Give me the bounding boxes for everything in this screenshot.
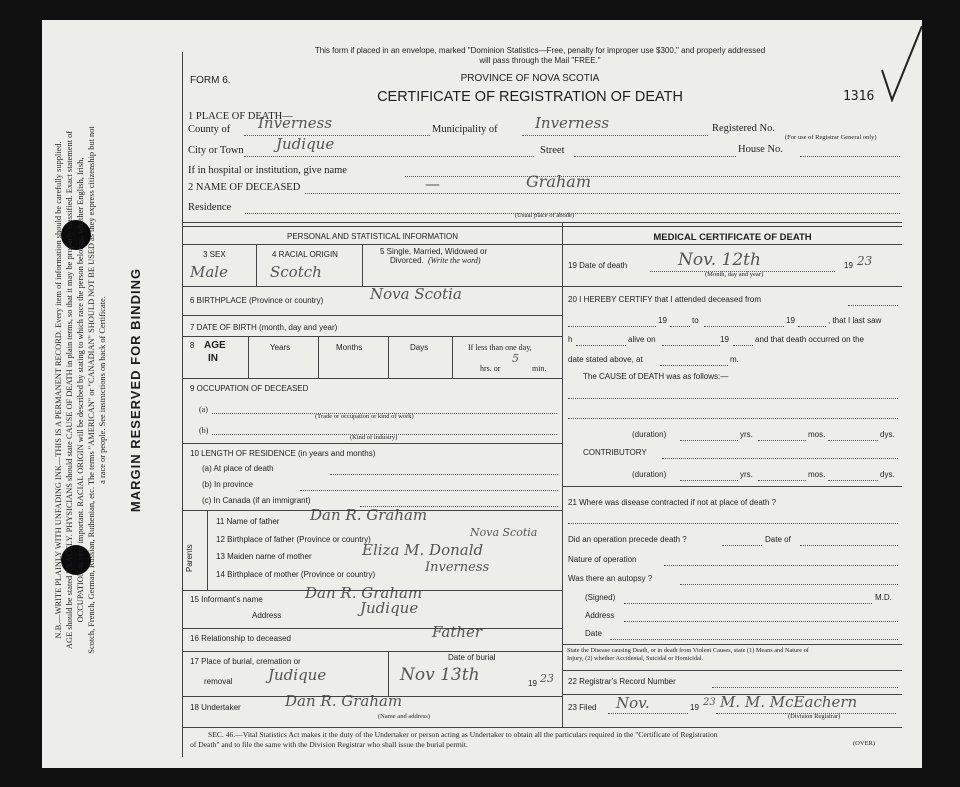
certify-line bbox=[704, 325, 784, 327]
house-line bbox=[800, 155, 900, 157]
certify-line bbox=[568, 325, 656, 327]
sex-label: 3 SEX bbox=[203, 250, 226, 259]
to-year-prefix: 19 bbox=[786, 316, 795, 325]
form-number: FORM 6. bbox=[190, 75, 231, 86]
municipality-line bbox=[522, 134, 708, 136]
certify-statement: 20 I HEREBY CERTIFY that I attended deceased from bbox=[568, 295, 761, 304]
parents-divider bbox=[207, 510, 208, 590]
row-line bbox=[562, 286, 902, 287]
cause-line bbox=[568, 417, 898, 419]
filed-year-prefix: 19 bbox=[690, 703, 699, 712]
house-no-label: House No. bbox=[738, 144, 783, 155]
instruction-line: N.B.—WRITE PLAINLY WITH UNFADING INK—THIS IS A PERMANENT RECORD. Every item of information should be carefully supplied. bbox=[54, 141, 63, 639]
instruction-line: a race or people. See instructions on back of Certificate. bbox=[98, 296, 107, 484]
footer-notice-2: of Death" and to file the same with the Division Registrar who shall issue the burial permit. bbox=[190, 740, 468, 749]
row-line bbox=[182, 315, 562, 316]
abode-note: (Usual place of abode) bbox=[515, 212, 575, 219]
dys-label: dys. bbox=[880, 430, 895, 439]
residence-canada-label: (c) In Canada (if an immigrant) bbox=[202, 496, 311, 505]
city-line bbox=[244, 155, 534, 157]
cell-divider bbox=[452, 336, 453, 378]
signed-line bbox=[624, 602, 872, 604]
hospital-line bbox=[405, 175, 900, 177]
duration-line bbox=[828, 439, 878, 441]
cell-divider bbox=[362, 244, 363, 286]
dys-label-2: dys. bbox=[880, 470, 895, 479]
medical-date-label: Date bbox=[585, 629, 602, 638]
q21-label: 21 Where was disease contracted if not at place of death ? bbox=[568, 498, 777, 507]
filed-line bbox=[608, 712, 688, 714]
parents-label: Parents bbox=[185, 544, 194, 572]
father-birthplace-value: Nova Scotia bbox=[470, 526, 538, 539]
filed-value: Nov. bbox=[616, 694, 650, 712]
date-stated-label: date stated above, at bbox=[568, 355, 643, 364]
page-title: CERTIFICATE OF REGISTRATION OF DEATH bbox=[377, 89, 683, 105]
row-line bbox=[182, 336, 562, 337]
deceased-name-dash: — bbox=[425, 175, 440, 193]
instruction-line: OCCUPATION is very important. RACIAL ORIGIN will be described by stating to which race the person belongs, whether English, Irish, bbox=[76, 157, 85, 623]
duration-label-2: (duration) bbox=[632, 470, 667, 479]
instruction-line: Scotch, French, German, Russian, Ruthenian, etc. The terms "AMERICAN" or "CANADIAN" SHOULD NOT BE USED as they express citizenship but not bbox=[87, 126, 96, 654]
violent-causes-note: State the Disease causing Death, or in death from Violent Causes, state (1) Means and Nature of bbox=[567, 647, 809, 654]
mother-birthplace-label: 14 Birthplace of mother (Province or country) bbox=[216, 570, 376, 579]
certify-line bbox=[662, 344, 720, 346]
deceased-surname: Graham bbox=[526, 172, 591, 191]
operation-date-label: Date of bbox=[765, 535, 791, 544]
place-of-death-label: 1 PLACE OF DEATH— bbox=[188, 111, 293, 122]
operation-line bbox=[664, 564, 898, 566]
medical-address-label: Address bbox=[585, 611, 615, 620]
hospital-label: If in hospital or institution, give name bbox=[188, 165, 347, 176]
row-line bbox=[182, 628, 562, 629]
duration-line bbox=[680, 479, 738, 481]
filed-year-value: 23 bbox=[703, 697, 716, 708]
alive-on-label: alive on bbox=[628, 335, 656, 344]
hrs-label: hrs. or bbox=[480, 364, 501, 373]
mail-notice: This form if placed in an envelope, marked "Dominion Statistics—Free, penalty for improper use $300," and properly addressed bbox=[314, 46, 766, 55]
date-death-label: 19 Date of death bbox=[568, 261, 628, 270]
violent-causes-note-2: Injury, (2) whether Accidental, Suicidal or Homicidal. bbox=[567, 655, 704, 662]
medical-heading: MEDICAL CERTIFICATE OF DEATH bbox=[653, 232, 812, 243]
personal-heading: PERSONAL AND STATISTICAL INFORMATION bbox=[287, 232, 458, 241]
status-note: (Write the word) bbox=[428, 256, 481, 265]
informant-label: 15 Informant's name bbox=[190, 595, 263, 604]
city-label: City or Town bbox=[188, 145, 244, 156]
cause-line bbox=[568, 397, 898, 399]
mos-label: mos. bbox=[808, 430, 826, 439]
cell-divider bbox=[318, 336, 319, 378]
informant-address-value: Judique bbox=[360, 599, 419, 617]
burial-date-value: Nov 13th bbox=[400, 665, 480, 685]
residence-place-label: (a) At place of death bbox=[202, 464, 274, 473]
age-in-label: IN bbox=[208, 353, 218, 364]
deceased-name-label: 2 NAME OF DECEASED bbox=[188, 182, 301, 193]
duration-line bbox=[828, 479, 878, 481]
months-label: Months bbox=[336, 343, 363, 352]
footer-notice: SEC. 46.—Vital Statistics Act makes it the duty of the Undertaker or person acting as Undertaker to obtain all the particulars required in the "Certificate of Registration bbox=[208, 730, 718, 739]
occupation-b-label: (b) bbox=[199, 426, 209, 435]
date-line bbox=[610, 638, 898, 640]
certify-line bbox=[733, 344, 753, 346]
margin-instructions bbox=[48, 30, 173, 750]
birthplace-value: Nova Scotia bbox=[370, 285, 462, 303]
county-line bbox=[244, 134, 430, 136]
burial-year-value: 23 bbox=[540, 672, 554, 685]
residence-line bbox=[330, 473, 558, 475]
relationship-label: 16 Relationship to deceased bbox=[190, 634, 291, 643]
age-label: AGE bbox=[204, 340, 226, 351]
signed-label: (Signed) bbox=[585, 593, 616, 602]
status-label-2: Divorced. bbox=[390, 256, 424, 265]
duration-line bbox=[758, 479, 806, 481]
father-name-value: Dan R. Graham bbox=[310, 506, 428, 524]
mother-name-value: Eliza M. Donald bbox=[362, 541, 484, 559]
occupation-label: 9 OCCUPATION OF DECEASED bbox=[190, 384, 309, 393]
autopsy-label: Was there an autopsy ? bbox=[568, 574, 653, 583]
duration-line bbox=[758, 439, 806, 441]
cause-label: The CAUSE of DEATH was as follows:— bbox=[583, 372, 729, 381]
date-death-value: Nov. 12th bbox=[678, 250, 761, 270]
age-number: 8 bbox=[190, 341, 195, 350]
operation-label: Did an operation precede death ? bbox=[568, 535, 687, 544]
certify-line bbox=[848, 304, 898, 306]
date-burial-label: Date of burial bbox=[448, 653, 496, 662]
operation-line bbox=[722, 544, 762, 546]
row-line bbox=[182, 443, 562, 444]
minutes-value: 5 bbox=[512, 352, 519, 365]
registrar-use-note: (For use of Registrar General only) bbox=[785, 134, 877, 141]
registered-no-label: Registered No. bbox=[712, 123, 775, 134]
certify-line bbox=[660, 364, 728, 366]
certify-line bbox=[576, 344, 626, 346]
years-label: Years bbox=[270, 343, 291, 352]
instruction-line: AGE should be stated EXACTLY. PHYSICIANS should state CAUSE OF DEATH in plain terms, so that it may be properly classified. Exact statement of bbox=[65, 130, 74, 650]
occupation-a-note: (Trade or occupation or kind of work) bbox=[315, 413, 414, 420]
contributory-label: CONTRIBUTORY bbox=[583, 448, 647, 457]
mother-birthplace-value: Inverness bbox=[425, 560, 490, 575]
burial-place-value: Judique bbox=[268, 666, 327, 684]
county-label: County of bbox=[188, 124, 231, 135]
sex-value: Male bbox=[190, 263, 228, 281]
binding-margin-label: MARGIN RESERVED FOR BINDING bbox=[128, 267, 143, 513]
street-line bbox=[574, 155, 736, 157]
occupation-b-note: (Kind of industry) bbox=[350, 434, 398, 441]
autopsy-line bbox=[680, 583, 898, 585]
father-birthplace-label: 12 Birthplace of father (Province or country) bbox=[216, 535, 371, 544]
mother-name-label: 13 Maiden name of mother bbox=[216, 552, 312, 561]
from-year-prefix: 19 bbox=[658, 316, 667, 325]
burial-place-label: 17 Place of burial, cremation or bbox=[190, 657, 301, 666]
over-label: (OVER) bbox=[853, 740, 876, 747]
row-line bbox=[562, 644, 902, 645]
check-mark-icon bbox=[878, 22, 926, 102]
certify-line bbox=[670, 325, 690, 327]
less-than-day-label: If less than one day, bbox=[468, 343, 532, 352]
status-label: 5 Single, Married, Widowed or bbox=[380, 247, 488, 256]
death-year-prefix: 19 bbox=[844, 261, 853, 270]
municipality-label: Municipality of bbox=[432, 124, 498, 135]
racial-origin-value: Scotch bbox=[270, 263, 322, 281]
yrs-label: yrs. bbox=[740, 430, 753, 439]
address-line bbox=[624, 620, 898, 622]
residence-line bbox=[300, 489, 558, 491]
stamp-number: 1316 bbox=[843, 89, 875, 104]
deceased-name-line bbox=[305, 192, 900, 194]
column-divider bbox=[562, 222, 563, 727]
dob-label: 7 DATE OF BIRTH (month, day and year) bbox=[190, 323, 338, 332]
min-label: min. bbox=[532, 364, 547, 373]
death-occurred-label: and that death occurred on the bbox=[755, 335, 864, 344]
footer-divider bbox=[182, 727, 902, 728]
row-line bbox=[182, 651, 562, 652]
row-line bbox=[182, 244, 562, 245]
operation-line bbox=[800, 544, 898, 546]
division-registrar-note: (Division Registrar) bbox=[788, 713, 841, 720]
row-line bbox=[562, 244, 902, 245]
length-residence-label: 10 LENGTH OF RESIDENCE (in years and months) bbox=[190, 449, 376, 458]
racial-origin-label: 4 RACIAL ORIGIN bbox=[272, 250, 338, 259]
municipality-value: Inverness bbox=[535, 114, 610, 132]
record-line bbox=[712, 686, 898, 688]
q21-line bbox=[568, 522, 898, 524]
city-value: Judique bbox=[276, 135, 335, 153]
undertaker-label: 18 Undertaker bbox=[190, 703, 241, 712]
cell-divider bbox=[248, 336, 249, 378]
residence-province-label: (b) In province bbox=[202, 480, 254, 489]
alive-year-prefix: 19 bbox=[720, 335, 729, 344]
row-line bbox=[182, 378, 562, 379]
row-line bbox=[562, 670, 902, 671]
days-label: Days bbox=[410, 343, 429, 352]
birthplace-label: 6 BIRTHPLACE (Province or country) bbox=[190, 296, 324, 305]
duration-label: (duration) bbox=[632, 430, 667, 439]
occupation-a-label: (a) bbox=[199, 405, 208, 414]
to-label: to bbox=[692, 316, 699, 325]
m-label: m. bbox=[730, 355, 739, 364]
informant-address-label: Address bbox=[252, 611, 282, 620]
mail-notice: will pass through the Mail "FREE." bbox=[479, 56, 601, 65]
last-saw-label: , that I last saw bbox=[828, 316, 882, 325]
residence-label: Residence bbox=[188, 202, 232, 213]
mos-label-2: mos. bbox=[808, 470, 826, 479]
province-title: PROVINCE OF NOVA SCOTIA bbox=[460, 73, 600, 84]
section-divider bbox=[182, 226, 902, 227]
section-divider bbox=[182, 222, 902, 223]
nature-operation-label: Nature of operation bbox=[568, 555, 637, 564]
registrar-record-label: 22 Registrar's Record Number bbox=[568, 677, 676, 686]
burial-removal-label: removal bbox=[204, 677, 233, 686]
relationship-value: Father bbox=[432, 623, 483, 641]
cell-divider bbox=[256, 244, 257, 286]
date-death-note: (Month, day and year) bbox=[705, 271, 764, 278]
filed-label: 23 Filed bbox=[568, 703, 597, 712]
yrs-label-2: yrs. bbox=[740, 470, 753, 479]
street-label: Street bbox=[540, 145, 565, 156]
certify-line bbox=[798, 325, 826, 327]
undertaker-note: (Name and address) bbox=[378, 713, 430, 720]
county-value: Inverness bbox=[258, 114, 333, 132]
burial-year-prefix: 19 bbox=[528, 679, 537, 688]
informant-value: Dan R. Graham bbox=[305, 584, 423, 602]
cause-line bbox=[662, 457, 898, 459]
death-year-value: 23 bbox=[857, 254, 873, 268]
cell-divider bbox=[388, 336, 389, 378]
row-line bbox=[562, 486, 902, 487]
cell-divider bbox=[388, 651, 389, 696]
father-name-label: 11 Name of father bbox=[216, 517, 280, 526]
undertaker-value: Dan R. Graham bbox=[285, 692, 403, 710]
h-label: h bbox=[568, 335, 573, 344]
duration-line bbox=[680, 439, 738, 441]
md-label: M.D. bbox=[875, 593, 892, 602]
registrar-signature: M. M. McEachern bbox=[720, 693, 858, 711]
